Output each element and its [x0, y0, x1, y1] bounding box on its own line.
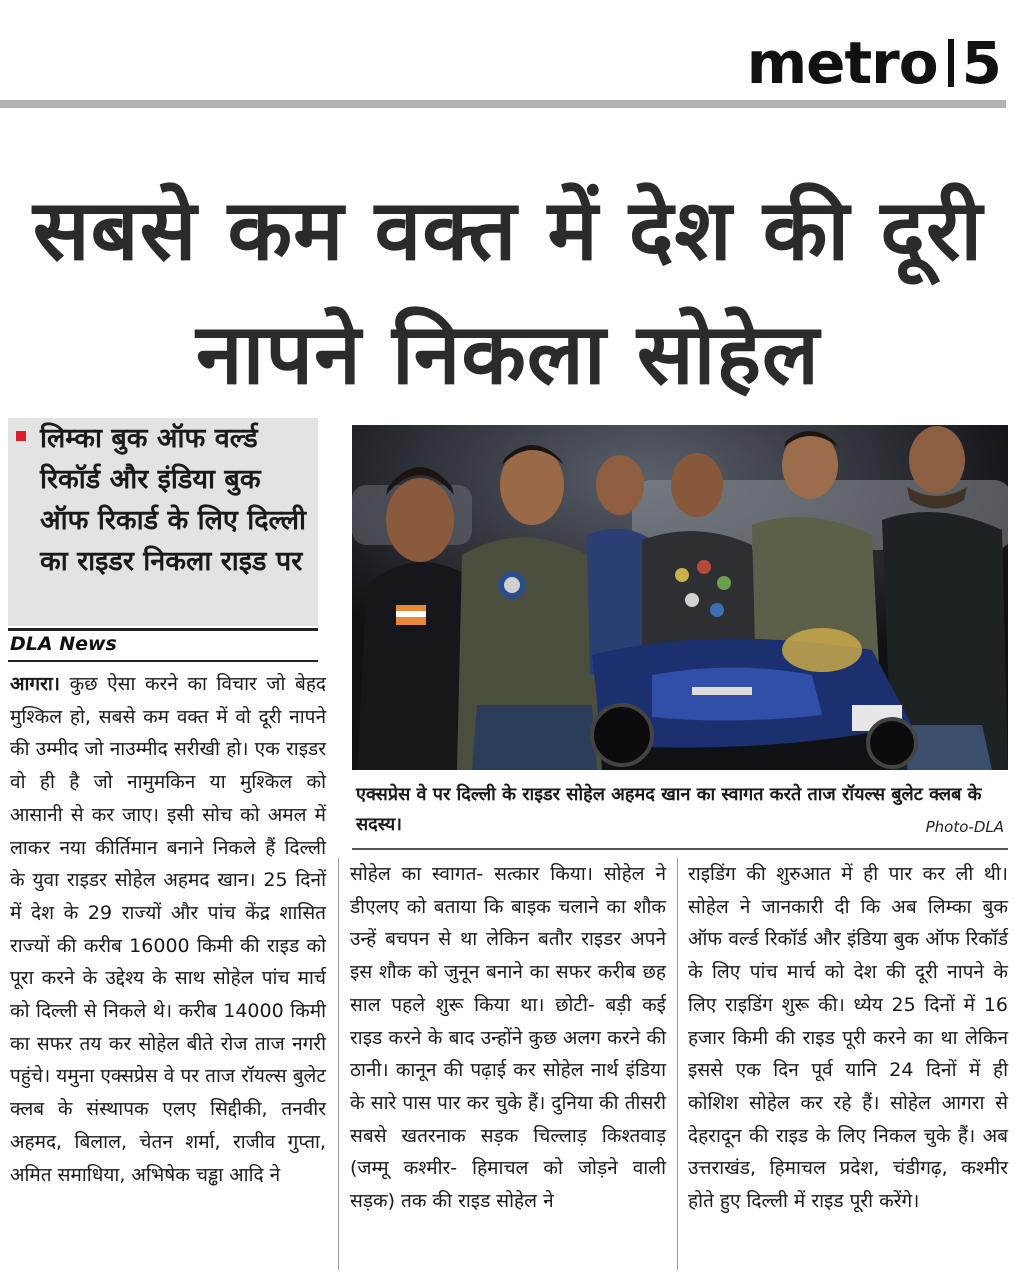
section-name: metro	[746, 29, 938, 97]
column-divider-1	[338, 858, 339, 1270]
dateline: आगरा।	[10, 673, 61, 695]
riders-group-photo	[352, 425, 1008, 770]
caption-rule	[352, 848, 1008, 850]
red-square-bullet-icon	[16, 431, 26, 441]
headline: सबसे कम वक्त में देश की दूरी नापने निकला सोहेल	[32, 181, 984, 403]
article-column-1	[10, 668, 326, 1191]
page-number: 5	[961, 29, 1002, 97]
news-photo	[352, 425, 1008, 770]
subheadline: लिम्का बुक ऑफ वर्ल्ड रिकॉर्ड और इंडिया बुक ऑफ रिकार्ड के लिए दिल्ली का राइडर निकला राइड पर	[40, 423, 307, 577]
masthead	[747, 30, 1002, 96]
article-text-1: कुछ ऐसा करने का विचार जो बेहद मुश्किल हो, सबसे कम वक्त में वो दूरी नापने की उम्मीद जो नाउम्मीद सरीखी हो। एक राइडर वो ही है जो नामुमकिन या मुश्किल को आसानी से कर जाए। इसी सोच को अमल में लाकर नया कीर्तिमान बनाने निकले हैं दिल्ली के युवा राइडर सोहेल अहमद खान। 25 दिनों में देश के 29 राज्यों और पांच केंद्र शासित राज्यों की करीब 16000 किमी की राइड को पूरा करने के उद्देश्य के साथ सोहेल पांच मार्च को दिल्ली से निकले थे। करीब 14000 किमी का सफर तय कर सोहेल बीते रोज ताज नगरी पहुंचे। यमुना एक्सप्रेस वे पर ताज रॉयल्स बुलेट क्लब के संस्थापक एलए सिद्दीकी, तनवीर अहमद, बिलाल, चेतन शर्मा, राजीव गुप्ता, अमित समाधिया, अभिषेक चड्ढा आदि ने	[10, 673, 326, 1186]
photo-credit: Photo-DLA	[925, 818, 1004, 836]
article-text-3: राइडिंग की शुरुआत में ही पार कर ली थी। सोहेल ने जानकारी दी कि अब लिम्का बुक ऑफ वर्ल्ड रिकॉर्ड और इंडिया बुक ऑफ रिकॉर्ड के लिए पांच मार्च को देश की दूरी नापने के लिए राइडिंग शुरू की। ध्येय 25 दिनों में 16 हजार किमी की राइड पूरी करने का था लेकिन इससे एक दिन पूर्व यानि 24 दिनों में ही कोशिश सोहेल कर रहे हैं। सोहेल आगरा से देहरादून की राइड के लिए निकल चुके हैं। अब उत्तराखंड, हिमाचल प्रदेश, चंडीगढ़, कश्मीर होते हुए दिल्ली में राइड पूरी करेंगे।	[688, 863, 1008, 1213]
article-column-3	[688, 858, 1008, 1218]
byline-rule-top	[8, 628, 318, 631]
masthead-divider	[948, 39, 954, 87]
byline-rule-bottom	[8, 660, 318, 662]
subheadline-box	[8, 418, 318, 626]
masthead-rule	[0, 100, 1006, 108]
column-divider-2	[677, 858, 678, 1270]
photo-caption: एक्सप्रेस वे पर दिल्ली के राइडर सोहेल अहमद खान का स्वागत करते ताज रॉयल्स बुलेट क्लब के सदस्य।	[356, 784, 982, 835]
byline: DLA News	[10, 633, 117, 655]
article-text-2: सोहेल का स्वागत- सत्कार किया। सोहेल ने डीएलए को बताया कि बाइक चलाने का शौक उन्हें बचपन से था लेकिन बतौर राइडर अपने इस शौक को जुनून बनाने का सफर करीब छह साल पहले शुरू किया था। छोटी- बड़ी कई राइड करने के बाद उन्होंने कुछ अलग करने की ठानी। कानून की पढ़ाई कर सोहेल नार्थ इंडिया के सारे पास पार कर चुके हैं। दुनिया की तीसरी सबसे खतरनाक सड़क चिल्लाड़ किश्तवाड़ (जम्मू कश्मीर- हिमाचल को जोड़ने वाली सड़क) तक की राइड सोहेल ने	[350, 863, 666, 1213]
article-column-2	[350, 858, 666, 1218]
